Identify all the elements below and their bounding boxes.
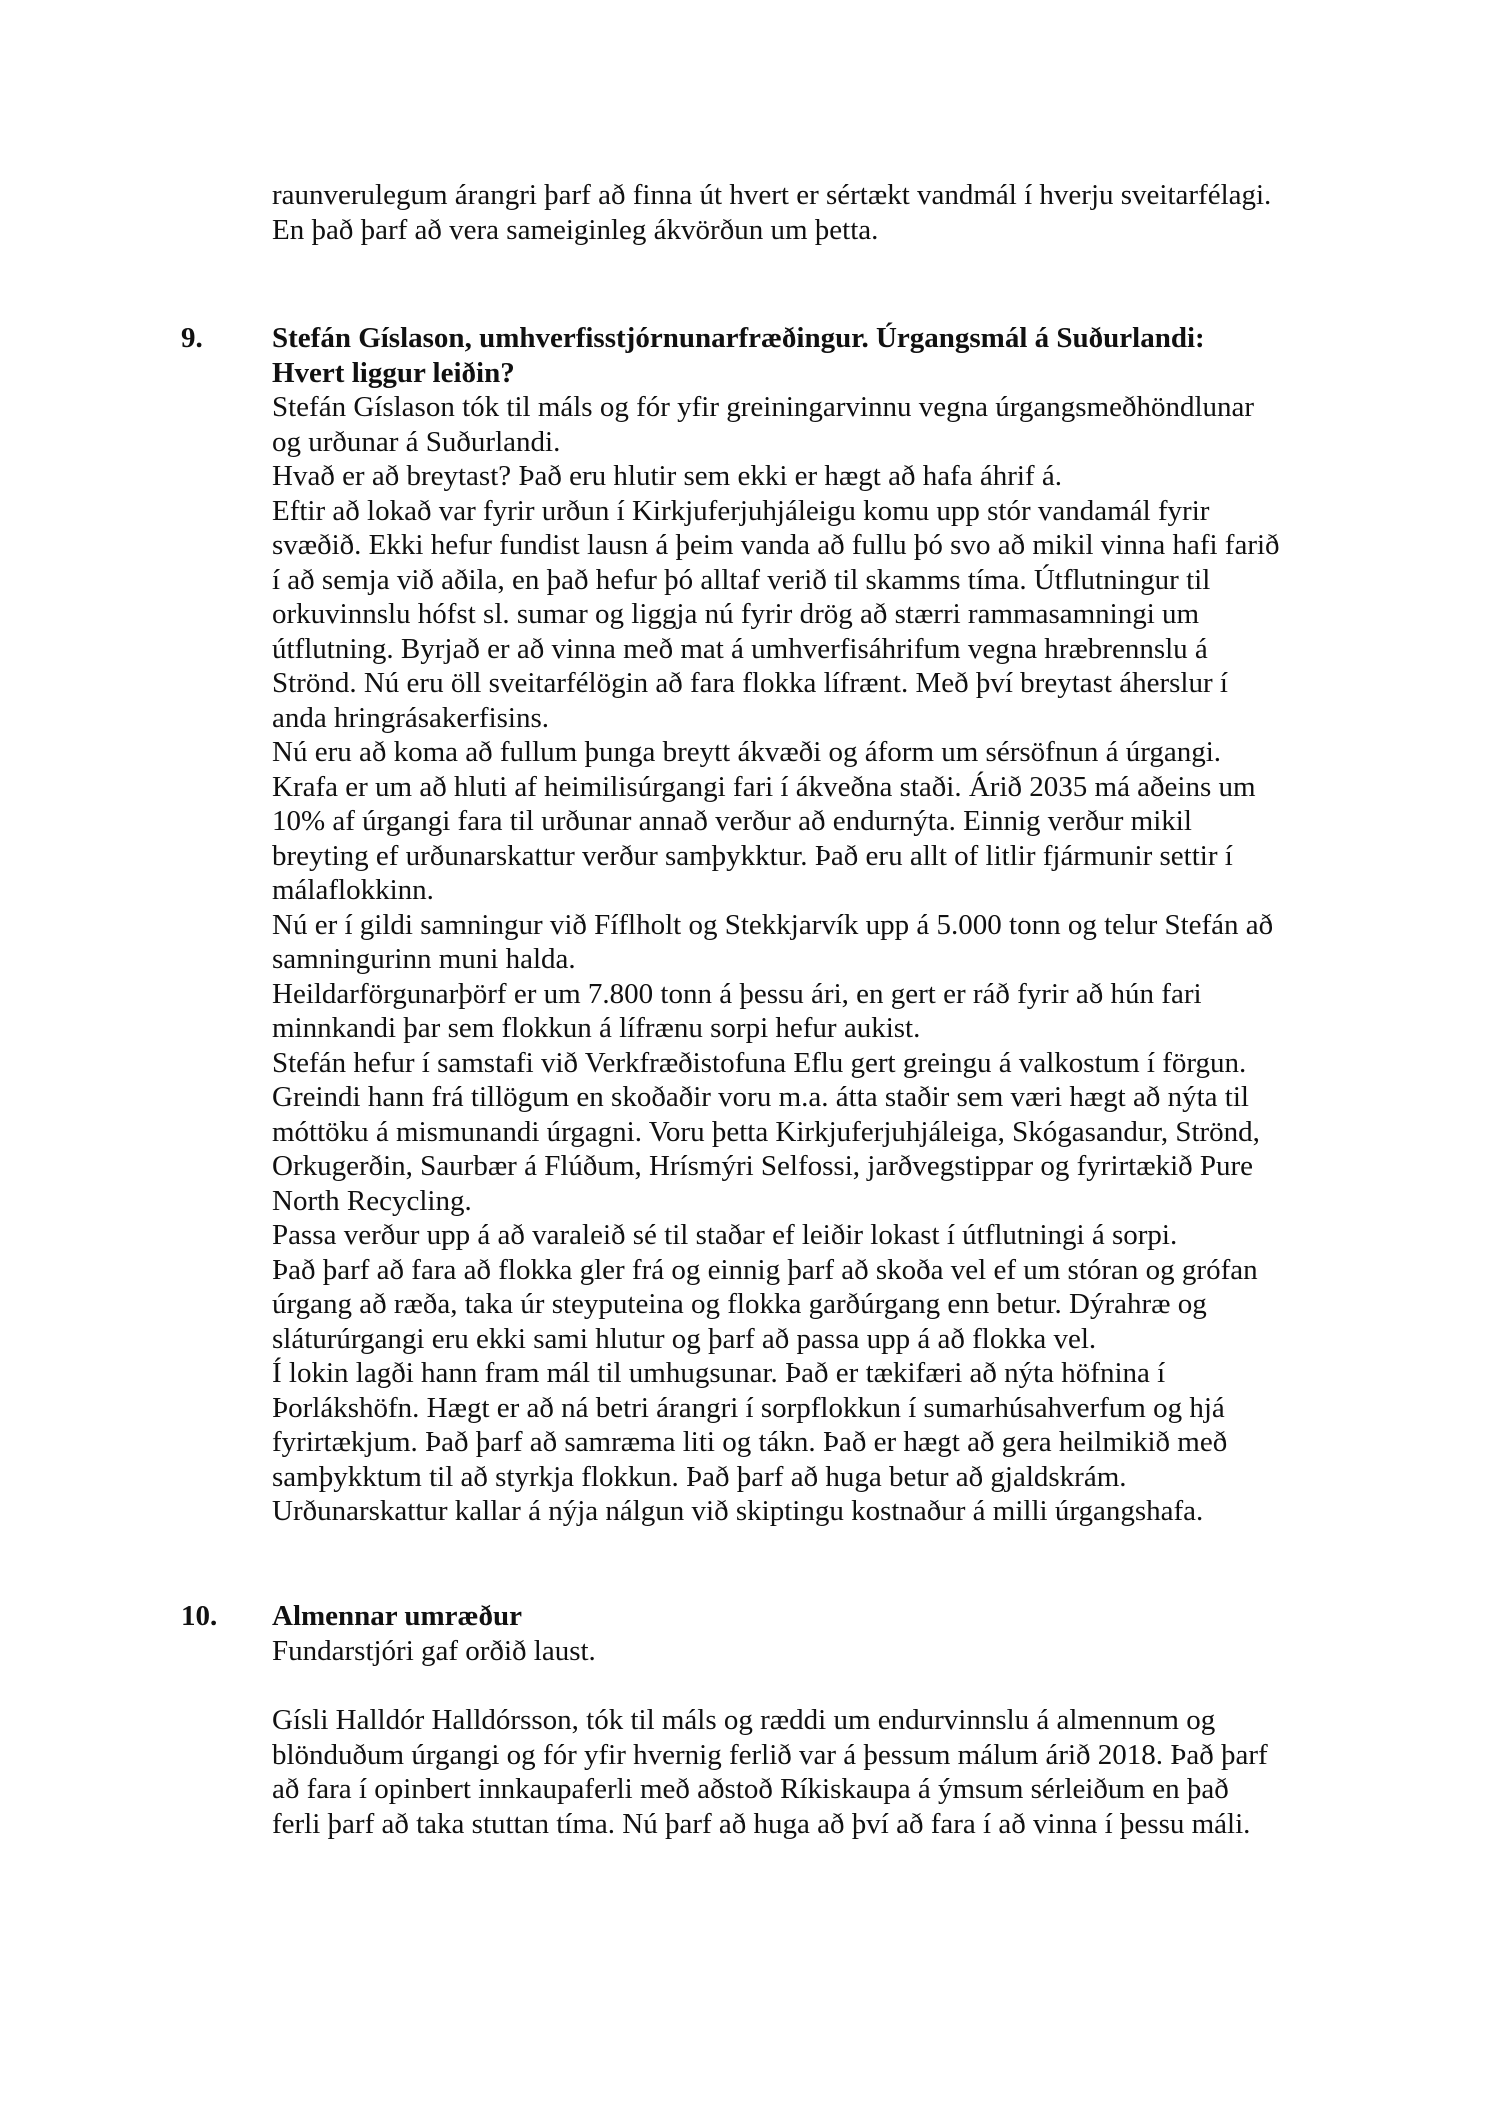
- section-9-line: Það þarf að fara að flokka gler frá og einnig þarf að skoða vel ef um stóran og grófan: [272, 1254, 1258, 1286]
- section-10-number: 10.: [181, 1600, 218, 1632]
- section-9-line: anda hringrásakerfisins.: [272, 702, 550, 734]
- section-9-heading: Hvert liggur leiðin?: [272, 357, 515, 389]
- section-9-heading: Stefán Gíslason, umhverfisstjórnunarfræðingur. Úrgangsmál á Suðurlandi:: [272, 322, 1205, 354]
- section-9-line: sláturúrgangi eru ekki sami hlutur og þarf að passa upp á að flokka vel.: [272, 1323, 1097, 1355]
- section-9-line: Nú er í gildi samningur við Fíflholt og Stekkjarvík upp á 5.000 tonn og telur Stefán að: [272, 909, 1274, 941]
- section-9-line: Nú eru að koma að fullum þunga breytt ákvæði og áform um sérsöfnun á úrgangi.: [272, 736, 1221, 768]
- section-9-line: orkuvinnslu hófst sl. sumar og liggja nú fyrir drög að stærri rammasamningi um: [272, 598, 1200, 630]
- section-9-line: Heildarförgunarþörf er um 7.800 tonn á þessu ári, en gert er ráð fyrir að hún fari: [272, 978, 1202, 1010]
- section-9-line: Strönd. Nú eru öll sveitarfélögin að fara flokka lífrænt. Með því breytast áherslur í: [272, 667, 1228, 699]
- section-10-line: að fara í opinbert innkaupaferli með aðstoð Ríkiskaupa á ýmsum sérleiðum en það: [272, 1773, 1229, 1805]
- intro-line: En það þarf að vera sameiginleg ákvörðun um þetta.: [272, 214, 879, 246]
- section-9-line: minnkandi þar sem flokkun á lífrænu sorpi hefur aukist.: [272, 1012, 921, 1044]
- section-10-intro: Fundarstjóri gaf orðið laust.: [272, 1635, 596, 1667]
- section-9-line: Greindi hann frá tillögum en skoðaðir voru m.a. átta staðir sem væri hægt að nýta til: [272, 1081, 1249, 1113]
- section-9-line: Eftir að lokað var fyrir urðun í Kirkjuferjuhjáleigu komu upp stór vandamál fyrir: [272, 495, 1210, 527]
- section-9-line: Hvað er að breytast? Það eru hlutir sem ekki er hægt að hafa áhrif á.: [272, 460, 1062, 492]
- section-10-line: ferli þarf að taka stuttan tíma. Nú þarf að huga að því að fara í að vinna í þessu máli.: [272, 1808, 1251, 1840]
- section-9-line: og urðunar á Suðurlandi.: [272, 426, 561, 458]
- section-9-line: 10% af úrgangi fara til urðunar annað verður að endurnýta. Einnig verður mikil: [272, 805, 1192, 837]
- section-9-line: Orkugerðin, Saurbær á Flúðum, Hrísmýri Selfossi, jarðvegstippar og fyrirtækið Pure: [272, 1150, 1254, 1182]
- section-9-line: Þorlákshöfn. Hægt er að ná betri árangri í sorpflokkun í sumarhúsahverfum og hjá: [272, 1392, 1225, 1424]
- section-9-line: útflutning. Byrjað er að vinna með mat á umhverfisáhrifum vegna hræbrennslu á: [272, 633, 1208, 665]
- section-9-line: Krafa er um að hluti af heimilisúrgangi fari í ákveðna staði. Árið 2035 má aðeins um: [272, 771, 1256, 803]
- intro-line: raunverulegum árangri þarf að finna út hvert er sértækt vandmál í hverju sveitarfélagi.: [272, 179, 1272, 211]
- section-10-line: blönduðum úrgangi og fór yfir hvernig ferlið var á þessum málum árið 2018. Það þarf: [272, 1739, 1268, 1771]
- section-9-line: í að semja við aðila, en það hefur þó alltaf verið til skamms tíma. Útflutningur til: [272, 564, 1211, 596]
- section-9-line: fyrirtækjum. Það þarf að samræma liti og tákn. Það er hægt að gera heilmikið með: [272, 1426, 1228, 1458]
- section-9-line: samþykktum til að styrkja flokkun. Það þarf að huga betur að gjaldskrám.: [272, 1461, 1127, 1493]
- section-9-line: Passa verður upp á að varaleið sé til staðar ef leiðir lokast í útflutningi á sorpi.: [272, 1219, 1178, 1251]
- section-9-line: málaflokkinn.: [272, 874, 434, 906]
- section-9-line: Stefán hefur í samstafi við Verkfræðistofuna Eflu gert greingu á valkostum í förgun.: [272, 1047, 1247, 1079]
- section-9-number: 9.: [181, 322, 203, 354]
- section-9-line: samningurinn muni halda.: [272, 943, 576, 975]
- section-10-heading: Almennar umræður: [272, 1600, 522, 1632]
- section-9-line: móttöku á mismunandi úrgagni. Voru þetta Kirkjuferjuhjáleiga, Skógasandur, Strönd,: [272, 1116, 1260, 1148]
- section-9-line: North Recycling.: [272, 1185, 472, 1217]
- section-9-line: Stefán Gíslason tók til máls og fór yfir greiningarvinnu vegna úrgangsmeðhöndlunar: [272, 391, 1255, 423]
- section-9-line: Urðunarskattur kallar á nýja nálgun við skiptingu kostnaður á milli úrgangshafa.: [272, 1495, 1204, 1527]
- section-10-line: Gísli Halldór Halldórsson, tók til máls og ræddi um endurvinnslu á almennum og: [272, 1704, 1216, 1736]
- section-9-line: úrgang að ræða, taka úr steyputeina og flokka garðúrgang enn betur. Dýrahræ og: [272, 1288, 1207, 1320]
- section-9-line: svæðið. Ekki hefur fundist lausn á þeim vanda að fullu þó svo að mikil vinna hafi farið: [272, 529, 1280, 561]
- section-9-line: Í lokin lagði hann fram mál til umhugsunar. Það er tækifæri að nýta höfnina í: [272, 1357, 1166, 1389]
- section-9-line: breyting ef urðunarskattur verður samþykktur. Það eru allt of litlir fjármunir settir í: [272, 840, 1233, 872]
